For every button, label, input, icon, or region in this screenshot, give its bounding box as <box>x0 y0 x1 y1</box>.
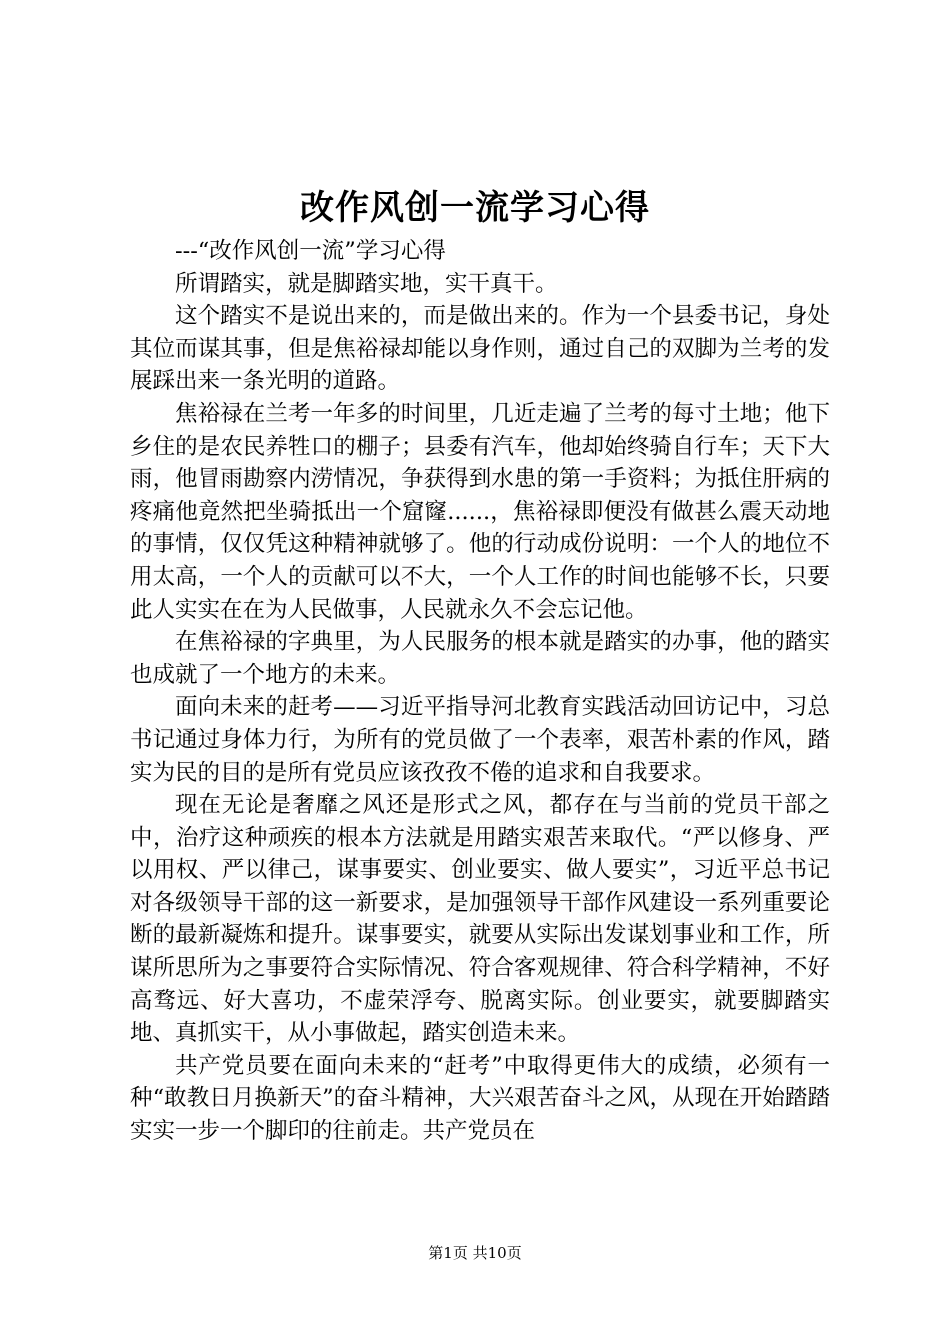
body-paragraph: 现在无论是奢靡之风还是形式之风，都存在与当前的党员干部之中，治疗这种顽疾的根本方法就是用踏实艰苦来取代。“严以修身、严以用权、严以律己，谋事要实、创业要实、做人要实”，习近平总书记对各级领导干部的这一新要求，是加强领导干部作风建设一系列重要论断的最新凝炼和提升。谋事要实，就要从实际出发谋划事业和工作，所谋所思所为之事要符合实际情况、符合客观规律、符合科学精神，不好高骛远、好大喜功，不虚荣浮夸、脱离实际。创业要实，就要脚踏实地、真抓实干，从小事做起，踏实创造未来。 <box>130 792 830 1047</box>
page-number-footer: 第1页 共10页 <box>428 1244 522 1262</box>
body-paragraph: 所谓踏实，就是脚踏实地，实干真干。 <box>175 270 558 297</box>
body-paragraph: 面向未来的赶考——习近平指导河北教育实践活动回访记中，习总书记通过身体力行，为所有的党员做了一个表率，艰苦朴素的作风，踏实为民的目的是所有党员应该孜孜不倦的追求和自我要求。 <box>130 694 830 786</box>
body-paragraph: 焦裕禄在兰考一年多的时间里，几近走遍了兰考的每寸土地；他下乡住的是农民养牲口的棚子；县委有汽车，他却始终骑自行车；天下大雨，他冒雨勘察内涝情况，争获得到水患的第一手资料；为抵住肝病的疼痛他竟然把坐骑抵出一个窟窿......，焦裕禄即便没有做甚么震天动地的事情，仅仅凭这种精神就够了。他的行动成份说明：一个人的地位不用太高，一个人的贡献可以不大，一个人工作的时间也能够不长，只要此人实实在在为人民做事，人民就永久不会忘记他。 <box>130 400 830 623</box>
document-body <box>130 235 830 1148</box>
body-paragraph: 这个踏实不是说出来的，而是做出来的。作为一个县委书记，身处其位而谋其事，但是焦裕禄却能以身作则，通过自己的双脚为兰考的发展踩出来一条光明的道路。 <box>130 303 830 395</box>
document-title: 改作风创一流学习心得 <box>300 188 650 228</box>
body-paragraph: 在焦裕禄的字典里，为人民服务的根本就是踏实的办事，他的踏实也成就了一个地方的未来。 <box>130 629 830 688</box>
subtitle-paragraph: ---“改作风创一流”学习心得 <box>175 238 446 264</box>
body-paragraph: 共产党员要在面向未来的“赶考”中取得更伟大的成绩，必须有一种“敢教日月换新天”的奋斗精神，大兴艰苦奋斗之风，从现在开始踏踏实实一步一个脚印的往前走。共产党员在 <box>130 1052 830 1145</box>
